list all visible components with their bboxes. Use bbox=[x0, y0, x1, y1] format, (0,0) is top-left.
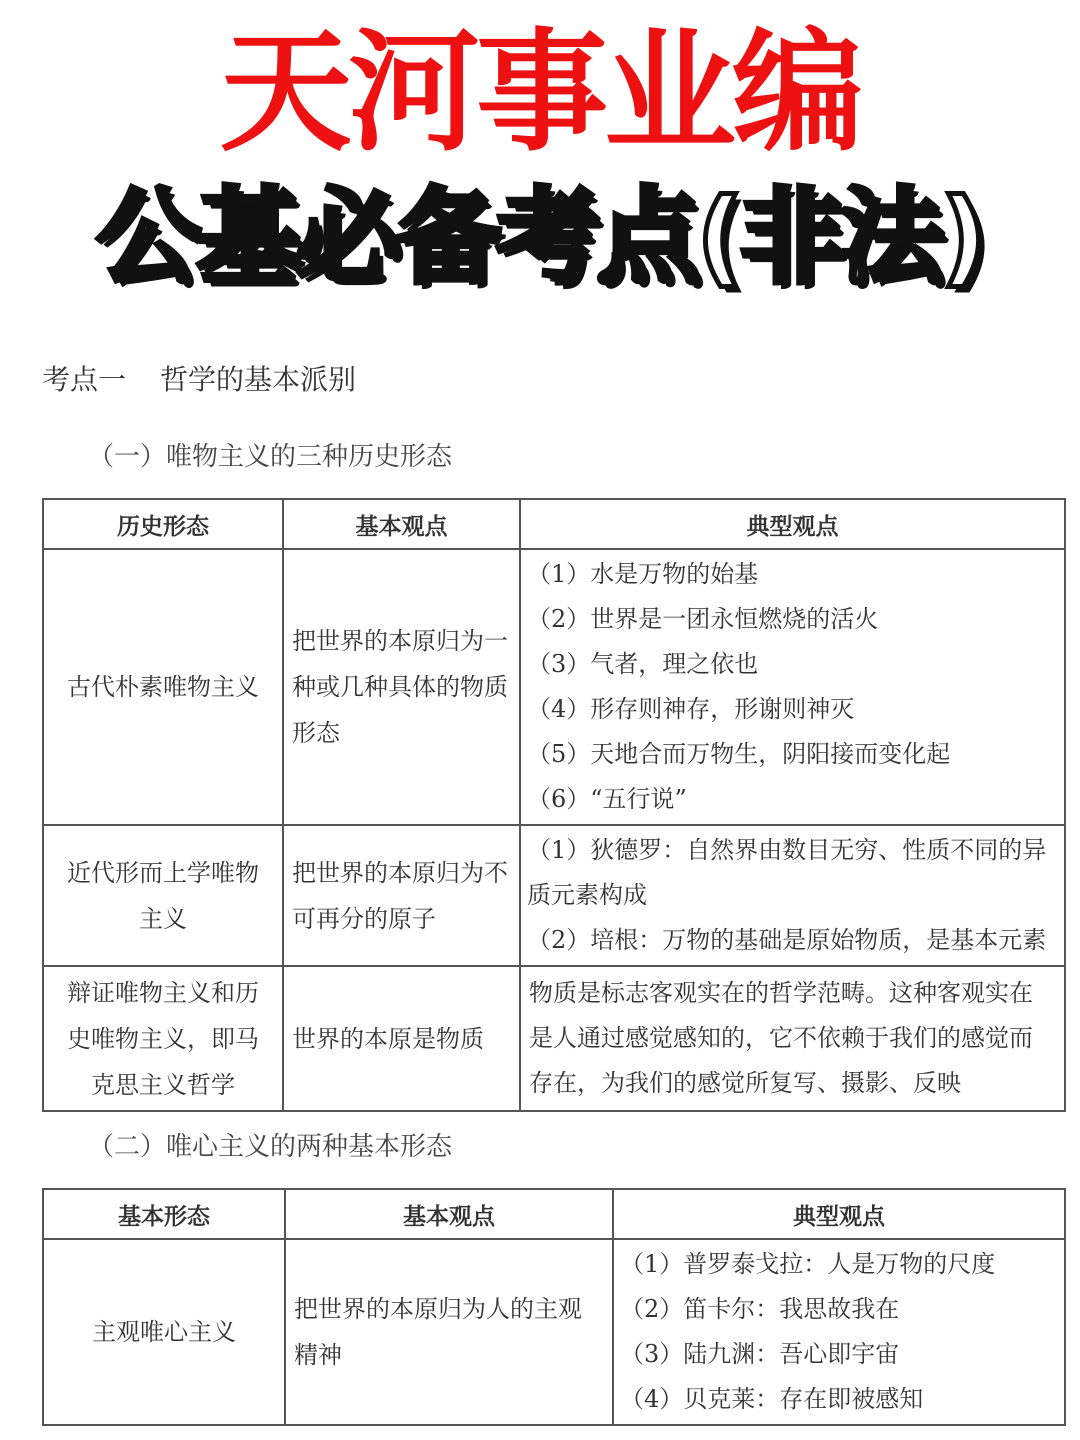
examples-cell bbox=[520, 825, 1065, 966]
example-item: （1）水是万物的始基 bbox=[527, 560, 759, 588]
idealism-table bbox=[42, 1188, 1066, 1426]
table-row bbox=[43, 966, 1065, 1111]
example-item: （6）“五行说” bbox=[527, 785, 687, 813]
header-cell: 历史形态 bbox=[43, 499, 283, 549]
form-cell: 古代朴素唯物主义 bbox=[43, 549, 283, 825]
table-header-row bbox=[43, 1189, 1065, 1239]
section-title: 哲学的基本派别 bbox=[160, 363, 357, 396]
example-item: （1）普罗泰戈拉：人是万物的尺度 bbox=[620, 1250, 996, 1278]
example-item: （2）世界是一团永恒燃烧的活火 bbox=[527, 605, 879, 633]
section-heading bbox=[42, 358, 356, 398]
view-cell: 把世界的本原归为不可再分的原子 bbox=[283, 825, 520, 966]
header-cell: 基本观点 bbox=[283, 499, 520, 549]
examples-cell bbox=[520, 549, 1065, 825]
view-cell: 世界的本原是物质 bbox=[283, 966, 520, 1111]
header-cell: 典型观点 bbox=[613, 1189, 1065, 1239]
example-item: （1）狄德罗：自然界由数目无穷、性质不同的异质元素构成 bbox=[527, 836, 1047, 909]
table2-caption: （二）唯心主义的两种基本形态 bbox=[88, 1132, 453, 1162]
header-cell: 典型观点 bbox=[520, 499, 1065, 549]
section-label: 考点一 bbox=[42, 363, 127, 396]
form-cell: 辩证唯物主义和历史唯物主义，即马克思主义哲学 bbox=[43, 966, 283, 1111]
table1-caption: （一）唯物主义的三种历史形态 bbox=[88, 442, 453, 472]
example-item: （2）笛卡尔：我思故我在 bbox=[620, 1295, 900, 1323]
header-cell: 基本观点 bbox=[285, 1189, 613, 1239]
main-title: 天河事业编 bbox=[220, 16, 860, 170]
subtitle: 公基必备考点(非法) bbox=[96, 176, 984, 298]
example-item: （3）陆九渊：吾心即宇宙 bbox=[620, 1340, 900, 1368]
table-row bbox=[43, 825, 1065, 966]
examples-cell bbox=[613, 1239, 1065, 1425]
form-cell: 主观唯心主义 bbox=[43, 1239, 285, 1425]
view-cell: 把世界的本原归为人的主观精神 bbox=[285, 1239, 613, 1425]
materialism-table bbox=[42, 498, 1066, 1112]
example-item: （5）天地合而万物生，阴阳接而变化起 bbox=[527, 740, 951, 768]
example-item: （2）培根：万物的基础是原始物质，是基本元素 bbox=[527, 926, 1047, 954]
example-item: （4）形存则神存，形谢则神灭 bbox=[527, 695, 855, 723]
example-item: （4）贝克莱：存在即被感知 bbox=[620, 1385, 924, 1413]
view-cell: 把世界的本原归为一种或几种具体的物质形态 bbox=[283, 549, 520, 825]
example-item: （3）气者，理之依也 bbox=[527, 650, 759, 678]
table-header-row bbox=[43, 499, 1065, 549]
table-row bbox=[43, 1239, 1065, 1425]
examples-cell: 物质是标志客观实在的哲学范畴。这种客观实在是人通过感觉感知的，它不依赖于我们的感觉而存在，为我们的感觉所复写、摄影、反映 bbox=[520, 966, 1065, 1111]
table-row bbox=[43, 549, 1065, 825]
form-cell: 近代形而上学唯物主义 bbox=[43, 825, 283, 966]
header-cell: 基本形态 bbox=[43, 1189, 285, 1239]
